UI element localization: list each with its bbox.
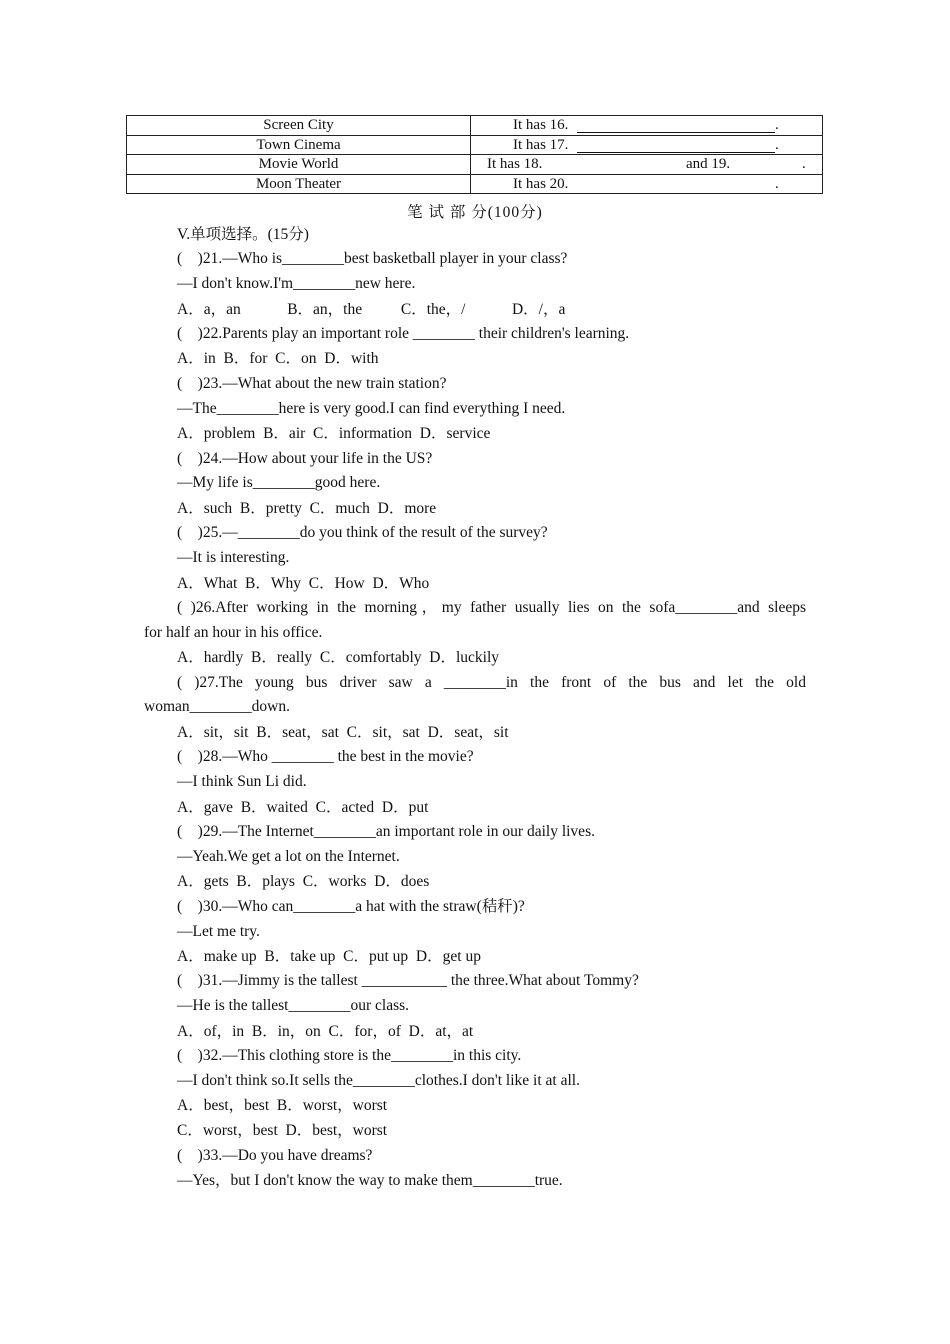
answer-end: .: [802, 156, 806, 172]
question-line: —My life is________good here.: [177, 474, 381, 491]
question-line: —He is the tallest________our class.: [177, 997, 410, 1014]
question-line: C．worst，best D．best，worst: [177, 1122, 388, 1139]
answer-cell: [471, 155, 823, 175]
question-line: ( )30.—Who can________a hat with the straw(秸秆)?: [177, 898, 525, 915]
answer-text: It has 17.: [513, 136, 569, 153]
question-line: A．sit，sit B．seat，sat C．sit，sat D．seat，sit: [177, 724, 509, 741]
answer-end: .: [775, 175, 779, 192]
question-line: A．in B．for C．on D．with: [177, 350, 379, 367]
question-line: for half an hour in his office.: [144, 624, 323, 641]
cinema-name: Town Cinema: [127, 135, 471, 155]
cinema-table: [126, 115, 823, 194]
table-row: [127, 135, 823, 155]
answer-text: It has 18.: [487, 156, 543, 172]
table-row: [127, 155, 823, 175]
answer-text: It has 20.: [513, 175, 569, 192]
cinema-name: Moon Theater: [127, 174, 471, 194]
question-line: A．What B．Why C．How D．Who: [177, 575, 430, 592]
question-line: woman________down.: [144, 698, 290, 715]
question-line: ( )31.—Jimmy is the tallest ___________ the three.What about Tommy?: [177, 972, 639, 989]
table-row: [127, 174, 823, 194]
answer-text: It has 16.: [513, 117, 569, 133]
question-line: ( )33.—Do you have dreams?: [177, 1147, 373, 1164]
question-line: —Let me try.: [177, 923, 260, 940]
answer-blank: [577, 136, 775, 153]
answer-cell: [471, 135, 823, 155]
question-line: ( )27.The young bus driver saw a ________in the front of the bus and let the old: [177, 674, 806, 691]
question-line: A．a，an B．an，the C．the，/ D．/，a: [177, 301, 566, 318]
question-line: —Yeah.We get a lot on the Internet.: [177, 848, 400, 865]
part-heading: V.单项选择。(15分): [177, 226, 309, 243]
question-line: A．gave B．waited C．acted D．put: [177, 799, 429, 816]
question-line: ( )26.After working in the morning，my father usually lies on the sofa________and sleeps: [177, 599, 806, 616]
question-line: A．problem B．air C．information D．service: [177, 425, 491, 442]
question-line: ( )22.Parents play an important role ________ their children's learning.: [177, 325, 630, 342]
question-line: —I don't know.I'm________new here.: [177, 275, 416, 292]
question-line: A．gets B．plays C．works D．does: [177, 873, 430, 890]
question-line: ( )29.—The Internet________an important role in our daily lives.: [177, 823, 595, 840]
question-line: ( )23.—What about the new train station?: [177, 375, 447, 392]
question-line: ( )32.—This clothing store is the________in this city.: [177, 1047, 522, 1064]
question-line: —The________here is very good.I can find everything I need.: [177, 400, 566, 417]
question-line: ( )25.—________do you think of the result of the survey?: [177, 524, 548, 541]
section-title: 笔 试 部 分(100分): [407, 204, 543, 221]
question-line: —I don't think so.It sells the________clothes.I don't like it at all.: [177, 1072, 580, 1089]
question-line: A．hardly B．really C．comfortably D．luckily: [177, 649, 499, 666]
cinema-name: Movie World: [127, 155, 471, 175]
cinema-name: Screen City: [127, 116, 471, 136]
answer-end: .: [775, 117, 779, 133]
question-line: ( )21.—Who is________best basketball player in your class?: [177, 250, 568, 267]
table-row: [127, 116, 823, 136]
question-line: —Yes，but I don't know the way to make them________true.: [177, 1172, 563, 1189]
question-line: A．of，in B．in，on C．for，of D．at，at: [177, 1023, 474, 1040]
question-line: —It is interesting.: [177, 549, 290, 566]
question-line: ( )24.—How about your life in the US?: [177, 450, 433, 467]
answer-blank: [577, 116, 775, 133]
question-line: —I think Sun Li did.: [177, 773, 307, 790]
question-line: ( )28.—Who ________ the best in the movie?: [177, 748, 474, 765]
answer-cell: [471, 116, 823, 136]
answer-cell: [471, 174, 823, 194]
question-line: A．make up B．take up C．put up D．get up: [177, 948, 481, 965]
question-line: A．such B．pretty C．much D．more: [177, 500, 437, 517]
answer-text-2: and 19.: [686, 156, 731, 172]
question-line: A．best，best B．worst，worst: [177, 1097, 388, 1114]
answer-end: .: [775, 136, 779, 153]
